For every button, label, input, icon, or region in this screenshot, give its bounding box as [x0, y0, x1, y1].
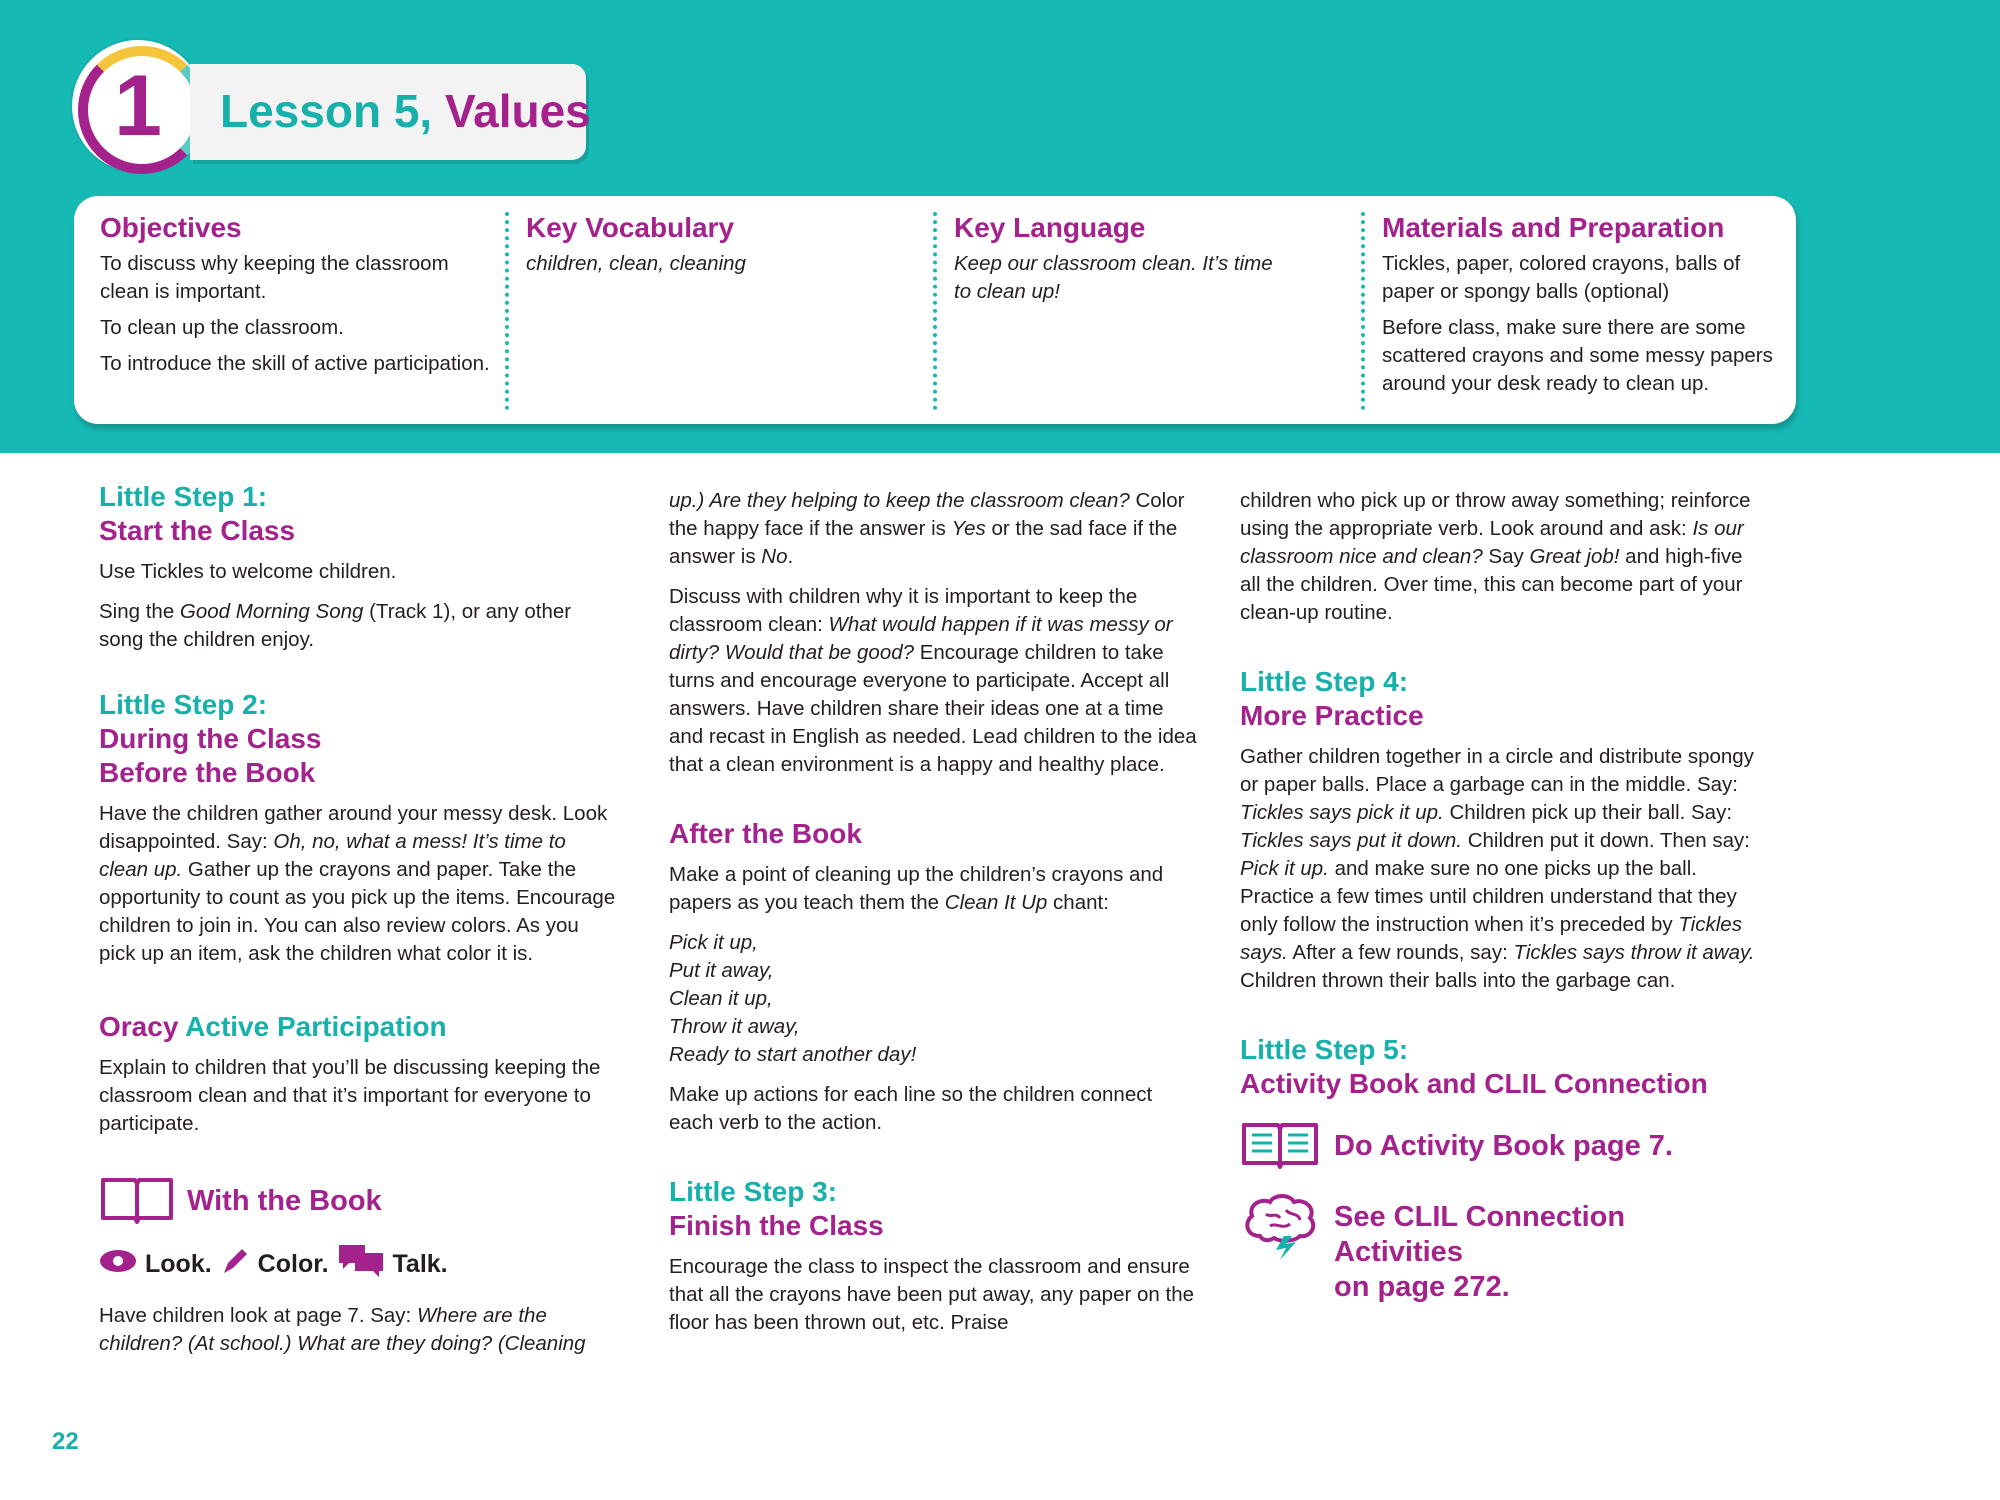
activity-book-icon	[1240, 1119, 1320, 1174]
with-the-book-label: With the Book	[187, 1185, 382, 1217]
page-number: 22	[52, 1428, 79, 1455]
lesson-title-tab	[190, 64, 591, 160]
with-book-paragraph: Have children look at page 7. Say: Where are the children? (At school.) What are they doing? (Cleaning	[99, 1304, 586, 1355]
divider	[933, 212, 937, 410]
clil-link[interactable]: See CLIL Connection Activities on page 272.	[1334, 1201, 1626, 1303]
step1-paragraph: Use Tickles to welcome children.	[99, 560, 397, 583]
chant: Pick it up, Put it away, Clean it up, Throw it away, Ready to start another day!	[669, 931, 917, 1066]
discuss-paragraph: Discuss with children why it is important to keep the classroom clean: What would happen if it was messy or dirty? Would that be good? Encourage children to take turns and encourage everyone to participate. Accept all answers. Have children share their ideas one at a time and recast in English as needed. Lead children to the idea that a clean environment is a happy and healthy place.	[669, 585, 1197, 776]
clil-row[interactable]	[1240, 1192, 1760, 1305]
materials-heading: Materials and Preparation	[1382, 212, 1725, 243]
after-book-paragraph: Make a point of cleaning up the children’s crayons and papers as you teach them the Clean It Up chant:	[669, 863, 1164, 914]
step4-heading: Little Step 4: More Practice	[1240, 666, 1424, 731]
step1-paragraph: Sing the Good Morning Song (Track 1), or any other song the children enjoy.	[99, 600, 572, 651]
column-1	[99, 480, 619, 1358]
vocabulary-section	[526, 212, 926, 412]
step3-heading: Little Step 3: Finish the Class	[669, 1176, 884, 1241]
column-2	[669, 487, 1197, 1337]
vocabulary-heading: Key Vocabulary	[526, 212, 735, 243]
objective-item: To introduce the skill of active participation.	[100, 352, 490, 375]
divider	[505, 212, 509, 410]
open-book-icon	[99, 1174, 175, 1229]
step1-heading: Little Step 1: Start the Class	[99, 481, 296, 546]
after-book-paragraph-2: Make up actions for each line so the children connect each verb to the action.	[669, 1083, 1153, 1134]
brain-icon	[1240, 1192, 1320, 1267]
objectives-heading: Objectives	[100, 212, 242, 243]
objective-item: To clean up the classroom.	[100, 316, 344, 339]
activity-book-link[interactable]: Do Activity Book page 7.	[1334, 1130, 1673, 1162]
column-3	[1240, 487, 1760, 1305]
objective-item: To discuss why keeping the classroom clean is important.	[100, 252, 449, 303]
oracy-heading: Oracy Active Participation	[99, 1011, 447, 1042]
step3-paragraph: Encourage the class to inspect the classroom and ensure that all the crayons have been put away, any paper on the floor has been thrown out, etc. Praise	[669, 1255, 1195, 1334]
language-heading: Key Language	[954, 212, 1146, 243]
lesson-info-box	[74, 196, 1796, 424]
activity-book-row[interactable]	[1240, 1119, 1760, 1174]
materials-section	[1382, 212, 1782, 412]
lesson-title: Lesson 5, Values	[220, 85, 591, 137]
step5-heading: Little Step 5: Activity Book and CLIL Connection	[1240, 1034, 1708, 1099]
look-color-talk-row: Look. Color. Talk.	[99, 1243, 619, 1286]
step2-heading: Little Step 2: During the Class Before the Book	[99, 689, 322, 788]
oracy-paragraph: Explain to children that you’ll be discussing keeping the classroom clean and that it’s important for everyone to participate.	[99, 1056, 601, 1135]
continued-paragraph: up.) Are they helping to keep the classroom clean? Color the happy face if the answer is Yes or the sad face if the answer is No.	[669, 489, 1185, 568]
unit-number: 1	[114, 58, 162, 154]
objectives-section	[100, 212, 500, 412]
materials-item: Tickles, paper, colored crayons, balls of paper or spongy balls (optional)	[1382, 252, 1741, 303]
vocabulary-text: children, clean, cleaning	[526, 252, 746, 275]
step2-paragraph: Have the children gather around your messy desk. Look disappointed. Say: Oh, no, what a mess! It’s time to clean up. Gather up the crayons and paper. Take the opportunity to count as you pick up the items. Encourage children to join in. You can also review colors. As you pick up an item, ask the children what color it is.	[99, 802, 616, 965]
unit-badge	[72, 40, 204, 172]
language-section	[954, 212, 1294, 412]
after-book-heading: After the Book	[669, 818, 862, 849]
step4-paragraph: Gather children together in a circle and distribute spongy or paper balls. Place a garbage can in the middle. Say: Tickles says pick it up. Children pick up their ball. Say: Tickles says put it down. Children put it down. Then say: Pick it up. and make sure no one picks up the ball. Practice a few times until children understand that they only follow the instruction when it’s preceded by Tickles says. After a few rounds, say: Tickles says throw it away. Children thrown their balls into the garbage can.	[1240, 745, 1755, 992]
continued-paragraph: children who pick up or throw away something; reinforce using the appropriate verb. Look around and ask: Is our classroom nice and clean? Say Great job! and high-five all the children. Over time, this can become part of your clean-up routine.	[1240, 489, 1751, 624]
eye-icon	[99, 1249, 137, 1280]
with-the-book-row	[99, 1174, 619, 1229]
language-text: Keep our classroom clean. It’s time to clean up!	[954, 252, 1273, 303]
speech-bubbles-icon	[337, 1243, 385, 1286]
materials-item: Before class, make sure there are some scattered crayons and some messy papers around your desk ready to clean up.	[1382, 316, 1773, 395]
pencil-icon	[220, 1245, 250, 1284]
divider	[1361, 212, 1365, 410]
